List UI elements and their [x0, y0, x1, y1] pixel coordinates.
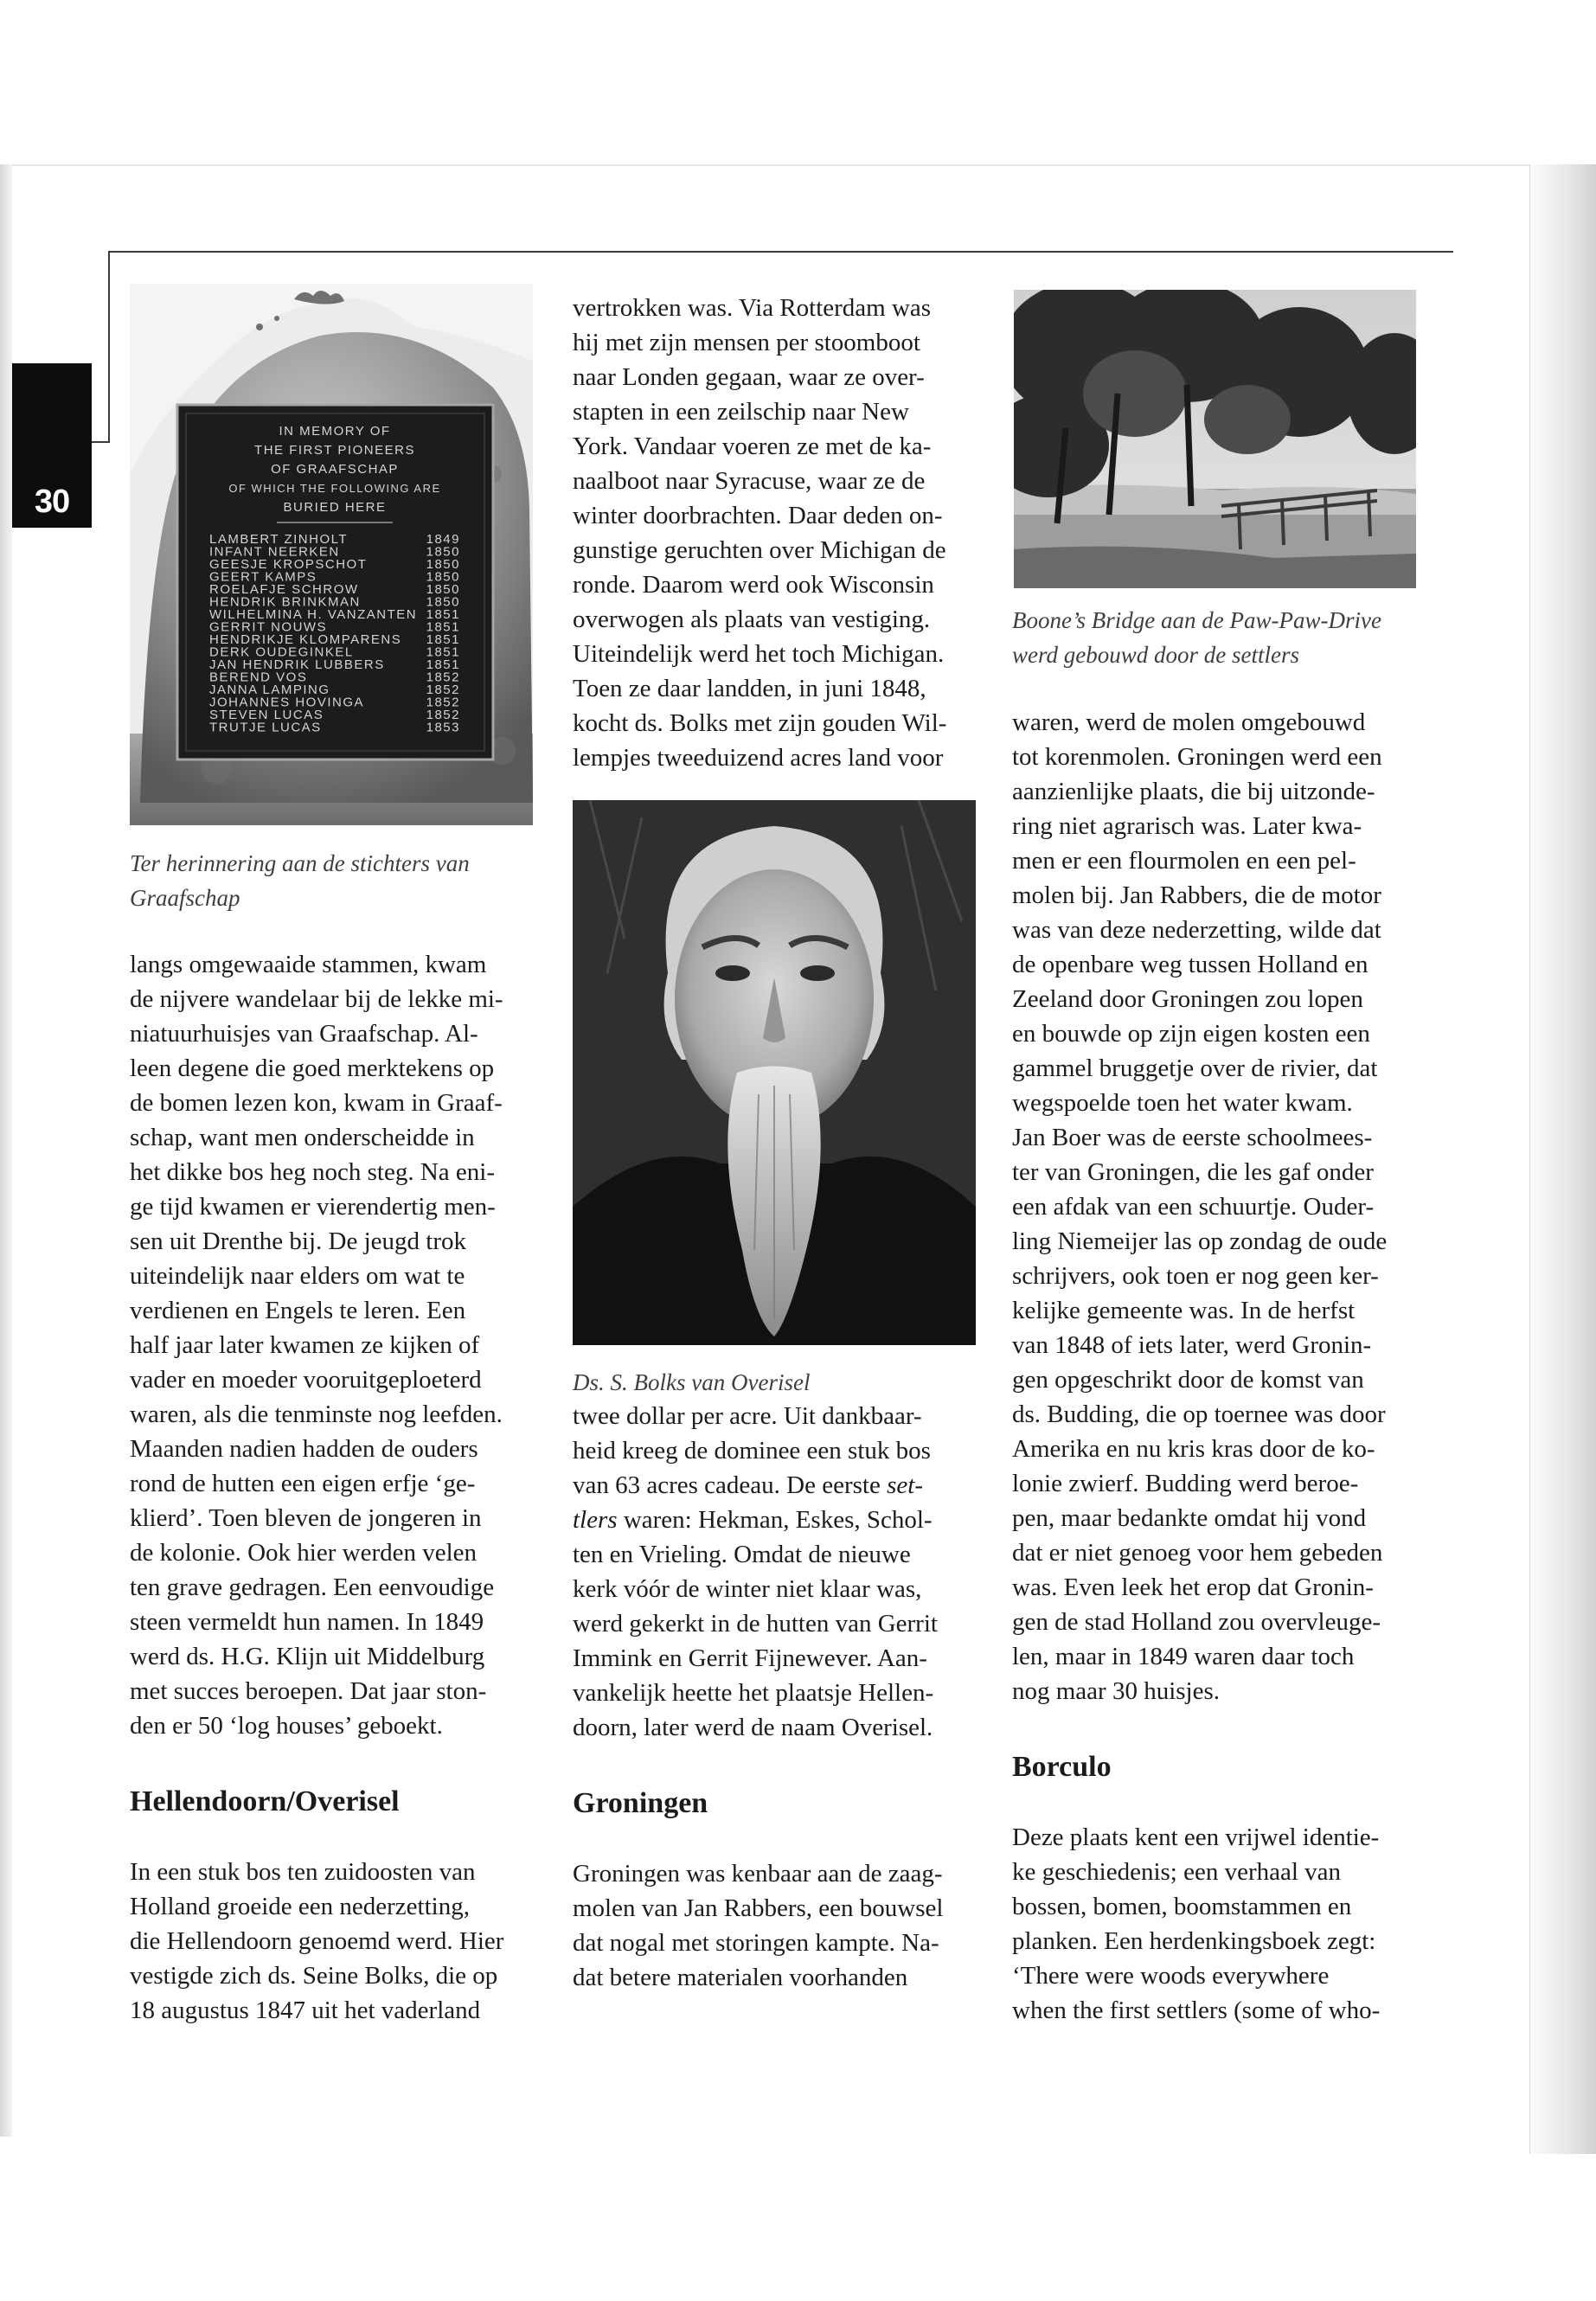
- text-line: bossen, bomen, boomstammen en: [1012, 1893, 1352, 1920]
- text-line: overwogen als plaats van vestiging.: [573, 606, 931, 633]
- text-line: ge tijd kwamen er vierendertig men-: [130, 1193, 496, 1221]
- text-line: vankelijk heette het plaatsje Hellen-: [573, 1679, 934, 1707]
- plaque-name: JAN HENDRIK LUBBERS: [209, 657, 385, 672]
- text-line: steen vermeldt hun namen. In 1849: [130, 1608, 484, 1636]
- text-line: was. Even leek het erop dat Gronin-: [1012, 1574, 1374, 1601]
- text-line: waren, werd de molen omgebouwd: [1012, 708, 1366, 736]
- text-line: when the first settlers (some of who-: [1012, 1997, 1381, 2024]
- text-line: wegspoelde toen het water kwam.: [1012, 1089, 1353, 1117]
- text-line: dat er niet genoeg voor hem gebeden: [1012, 1539, 1383, 1567]
- text-line: gen de stad Holland zou overvleuge-: [1012, 1608, 1381, 1636]
- text-line: was van deze nederzetting, wilde dat: [1012, 916, 1381, 944]
- column-1: [130, 947, 532, 2028]
- bridge-photo: [1014, 290, 1416, 588]
- text-line: van 1848 of iets later, werd Gronin-: [1012, 1331, 1372, 1359]
- column-2-bottom: [573, 1399, 975, 1995]
- scan-left-edge: [0, 164, 12, 2137]
- plaque-year: 1851: [426, 644, 460, 660]
- text-line: naar Londen gegaan, waar ze over-: [573, 363, 925, 391]
- text-line: molen bij. Jan Rabbers, die de motor: [1012, 881, 1381, 909]
- text-line: klierd’. Toen bleven de jongeren in: [130, 1504, 482, 1532]
- text-line: Jan Boer was de eerste schoolmees-: [1012, 1124, 1373, 1151]
- text-line: ke geschiedenis; een verhaal van: [1012, 1858, 1342, 1886]
- text-line: vader en moeder vooruitgeploeterd: [130, 1366, 482, 1394]
- plaque-name: JOHANNES HOVINGA: [209, 695, 365, 710]
- plaque-year: 1849: [426, 532, 460, 547]
- text-line: kerk vóór de winter niet klaar was,: [573, 1575, 922, 1603]
- plaque-name: LAMBERT ZINHOLT: [209, 532, 349, 547]
- plaque-name: DERK OUDEGINKEL: [209, 644, 354, 660]
- plaque-year: 1851: [426, 619, 460, 635]
- text-line: ‘There were woods everywhere: [1012, 1962, 1330, 1990]
- text-line: In een stuk bos ten zuidoosten van: [130, 1858, 476, 1886]
- plaque-inscription-4: OF WHICH THE FOLLOWING ARE: [228, 482, 441, 495]
- text-line: waren, als die tenminste nog leefden.: [130, 1400, 503, 1428]
- plaque-name: INFANT NEERKEN: [209, 544, 340, 560]
- plaque-year: 1852: [426, 683, 460, 697]
- text-line: ter van Groningen, die les gaf onder: [1012, 1158, 1374, 1186]
- text-line: Maanden nadien hadden de ouders: [130, 1435, 478, 1463]
- heading-hellendoorn: Hellendoorn/Overisel: [130, 1785, 400, 1817]
- text-line: len, maar in 1849 waren daar toch: [1012, 1643, 1355, 1670]
- text-line: lonie zwierf. Budding werd beroe-: [1012, 1470, 1359, 1497]
- text-line: kelijke gemeente was. In de herfst: [1012, 1297, 1356, 1324]
- text-line: Zeeland door Groningen zou lopen: [1012, 985, 1363, 1013]
- text-line: York. Vandaar voeren ze met de ka-: [573, 433, 932, 460]
- plaque-name: GEERT KAMPS: [209, 569, 317, 585]
- header-rule: [108, 251, 1453, 253]
- plaque-inscription-2: THE FIRST PIONEERS: [254, 443, 415, 458]
- text-line: ds. Budding, die op toernee was door: [1012, 1400, 1386, 1428]
- text-line: stapten in een zeilschip naar New: [573, 398, 909, 426]
- plaque-year: 1851: [426, 632, 460, 647]
- text-line: gunstige geruchten over Michigan de: [573, 536, 946, 564]
- plaque-name: HENDRIKJE KLOMPARENS: [209, 632, 402, 647]
- text-line: lempjes tweeduizend acres land voor: [573, 744, 944, 772]
- text-line: men er een flourmolen en een pel-: [1012, 847, 1356, 875]
- plaque-year: 1852: [426, 670, 460, 685]
- text-line: Uiteindelijk werd het toch Michigan.: [573, 640, 945, 668]
- text-line: pen, maar bedankte omdat hij vond: [1012, 1504, 1367, 1532]
- portrait-caption: Ds. S. Bolks van Overisel: [573, 1369, 811, 1395]
- next-page-edge: [1529, 164, 1596, 2154]
- text-line: nog maar 30 huisjes.: [1012, 1677, 1221, 1705]
- text-line: [573, 1503, 975, 1537]
- text-line: ten grave gedragen. Een eenvoudige: [130, 1574, 495, 1601]
- bridge-caption-line-1: Boone’s Bridge aan de Paw-Paw-Drive: [1012, 607, 1381, 633]
- text-line: de kolonie. Ook hier werden velen: [130, 1539, 478, 1567]
- text-line: twee dollar per acre. Uit dankbaar-: [573, 1402, 922, 1430]
- column-2-top: [573, 291, 975, 775]
- text-line: Holland groeide een nederzetting,: [130, 1893, 470, 1920]
- text-line: molen van Jan Rabbers, een bouwsel: [573, 1894, 944, 1922]
- plaque-name: ROELAFJE SCHROW: [209, 582, 359, 597]
- text-line: dat betere materialen voorhanden: [573, 1964, 908, 1991]
- side-rule: [108, 251, 110, 441]
- plaque-name: WILHELMINA H. VANZANTEN: [209, 607, 418, 622]
- italic-word: set-: [887, 1471, 923, 1499]
- text-line: heid kreeg de dominee een stuk bos: [573, 1437, 931, 1465]
- heading-groningen: Groningen: [573, 1787, 708, 1819]
- plaque-name: JANNA LAMPING: [209, 683, 330, 697]
- plaque-year: 1851: [426, 607, 460, 622]
- text-line: kocht ds. Bolks met zijn gouden Wil-: [573, 709, 947, 737]
- text-line: gammel bruggetje over de rivier, dat: [1012, 1054, 1378, 1082]
- italic-word: tlers: [573, 1506, 618, 1534]
- column-3: [1012, 705, 1414, 2028]
- text-line: het dikke bos heg noch steg. Na eni-: [130, 1158, 496, 1186]
- text-line: 18 augustus 1847 uit het vaderland: [130, 1997, 481, 2024]
- text-line: den er 50 ‘log houses’ geboekt.: [130, 1712, 443, 1740]
- plaque-name: HENDRIK BRINKMAN: [209, 594, 361, 610]
- plaque-inscription-1: IN MEMORY OF: [279, 424, 391, 439]
- text-line: schap, want men onderscheidde in: [130, 1124, 475, 1151]
- text-line: vertrokken was. Via Rotterdam was: [573, 294, 932, 322]
- text-line: Deze plaats kent een vrijwel identie-: [1012, 1823, 1380, 1851]
- text-line: de nijvere wandelaar bij de lekke mi-: [130, 985, 503, 1013]
- plaque-inscription-3: OF GRAAFSCHAP: [271, 462, 399, 477]
- page-top-edge: [12, 164, 1529, 166]
- text-line: vestigde zich ds. Seine Bolks, die op: [130, 1962, 498, 1990]
- text-line: schrijvers, ook toen er nog geen ker-: [1012, 1262, 1379, 1290]
- portrait-image: [573, 800, 976, 1345]
- plaque-name: GERRIT NOUWS: [209, 619, 328, 635]
- text-line: een afdak van een schuurtje. Ouder-: [1012, 1193, 1375, 1221]
- plaque-name: STEVEN LUCAS: [209, 708, 324, 722]
- text-line: uiteindelijk naar elders om wat te: [130, 1262, 465, 1290]
- text-line: werd gekerkt in de hutten van Gerrit: [573, 1610, 938, 1638]
- plaque-year: 1852: [426, 695, 460, 710]
- text-line: naalboot naar Syracuse, waar ze de: [573, 467, 926, 495]
- portrait-photo: [573, 800, 976, 1345]
- text-line: winter doorbrachten. Daar deden on-: [573, 502, 943, 529]
- text-line: langs omgewaaide stammen, kwam: [130, 951, 487, 978]
- text-line: gen opgeschrikt door de komst van: [1012, 1366, 1364, 1394]
- memorial-plaque-image: [130, 284, 533, 825]
- text-line: sen uit Drenthe bij. De jeugd trok: [130, 1227, 466, 1255]
- heading-borculo: Borculo: [1012, 1751, 1112, 1783]
- text-line: die Hellendoorn genoemd werd. Hier: [130, 1927, 504, 1955]
- text-line: en bouwde op zijn eigen kosten een: [1012, 1020, 1370, 1048]
- plaque-inscription-5: BURIED HERE: [283, 500, 387, 515]
- plaque-year: 1852: [426, 708, 460, 722]
- plaque-name: BEREND VOS: [209, 670, 308, 685]
- plaque-year: 1850: [426, 544, 460, 560]
- bridge-caption-line-2: werd gebouwd door de settlers: [1012, 642, 1299, 668]
- text-line: Immink en Gerrit Fijnewever. Aan-: [573, 1644, 927, 1672]
- memorial-plaque-photo: [130, 284, 533, 825]
- text-line: met succes beroepen. Dat jaar ston-: [130, 1677, 487, 1705]
- text-line: de bomen lezen kon, kwam in Graaf-: [130, 1089, 503, 1117]
- text-line: ring niet agrarisch was. Later kwa-: [1012, 812, 1362, 840]
- plaque-year: 1850: [426, 594, 460, 610]
- plaque-name: TRUTJE LUCAS: [209, 720, 322, 735]
- plaque-year: 1850: [426, 569, 460, 585]
- text-line: planken. Een herdenkingsboek zegt:: [1012, 1927, 1376, 1955]
- plaque-year: 1851: [426, 657, 460, 672]
- text-line: tot korenmolen. Groningen werd een: [1012, 743, 1382, 771]
- text-line: Groningen was kenbaar aan de zaag-: [573, 1860, 943, 1888]
- text-line: hij met zijn mensen per stoomboot: [573, 329, 920, 356]
- text-line: [573, 1468, 975, 1503]
- page-number: 30: [34, 483, 70, 520]
- text-line: Amerika en nu kris kras door de ko-: [1012, 1435, 1375, 1463]
- text-line: ronde. Daarom werd ook Wisconsin: [573, 571, 934, 599]
- plaque-year: 1853: [426, 720, 460, 735]
- plaque-caption: Ter herinnering aan de stichters van Graafschap: [130, 850, 470, 911]
- text-line: doorn, later werd de naam Overisel.: [573, 1714, 933, 1741]
- text-line: Toen ze daar landden, in juni 1848,: [573, 675, 926, 702]
- plaque-name: GEESJE KROPSCHOT: [209, 557, 368, 572]
- text-line: rond de hutten een eigen erfje ‘ge-: [130, 1470, 476, 1497]
- plaque-year: 1850: [426, 582, 460, 597]
- text-line: leen degene die goed merktekens op: [130, 1054, 495, 1082]
- text-line: half jaar later kwamen ze kijken of: [130, 1331, 480, 1359]
- text-line: ling Niemeijer las op zondag de oude: [1012, 1227, 1388, 1255]
- text-line: dat nogal met storingen kampte. Na-: [573, 1929, 939, 1957]
- bridge-image: [1014, 290, 1416, 588]
- plaque-year: 1850: [426, 557, 460, 572]
- text-segment: van 63 acres cadeau. De eerste: [573, 1471, 881, 1499]
- text-segment: waren: Hekman, Eskes, Schol-: [623, 1506, 933, 1534]
- page-number-tab: [12, 363, 92, 528]
- text-line: de openbare weg tussen Holland en: [1012, 951, 1368, 978]
- text-line: ten en Vrieling. Omdat de nieuwe: [573, 1541, 911, 1568]
- text-line: werd ds. H.G. Klijn uit Middelburg: [130, 1643, 485, 1670]
- text-line: aanzienlijke plaats, die bij uitzonde-: [1012, 778, 1375, 805]
- text-line: verdienen en Engels te leren. Een: [130, 1297, 466, 1324]
- text-line: niatuurhuisjes van Graafschap. Al-: [130, 1020, 478, 1048]
